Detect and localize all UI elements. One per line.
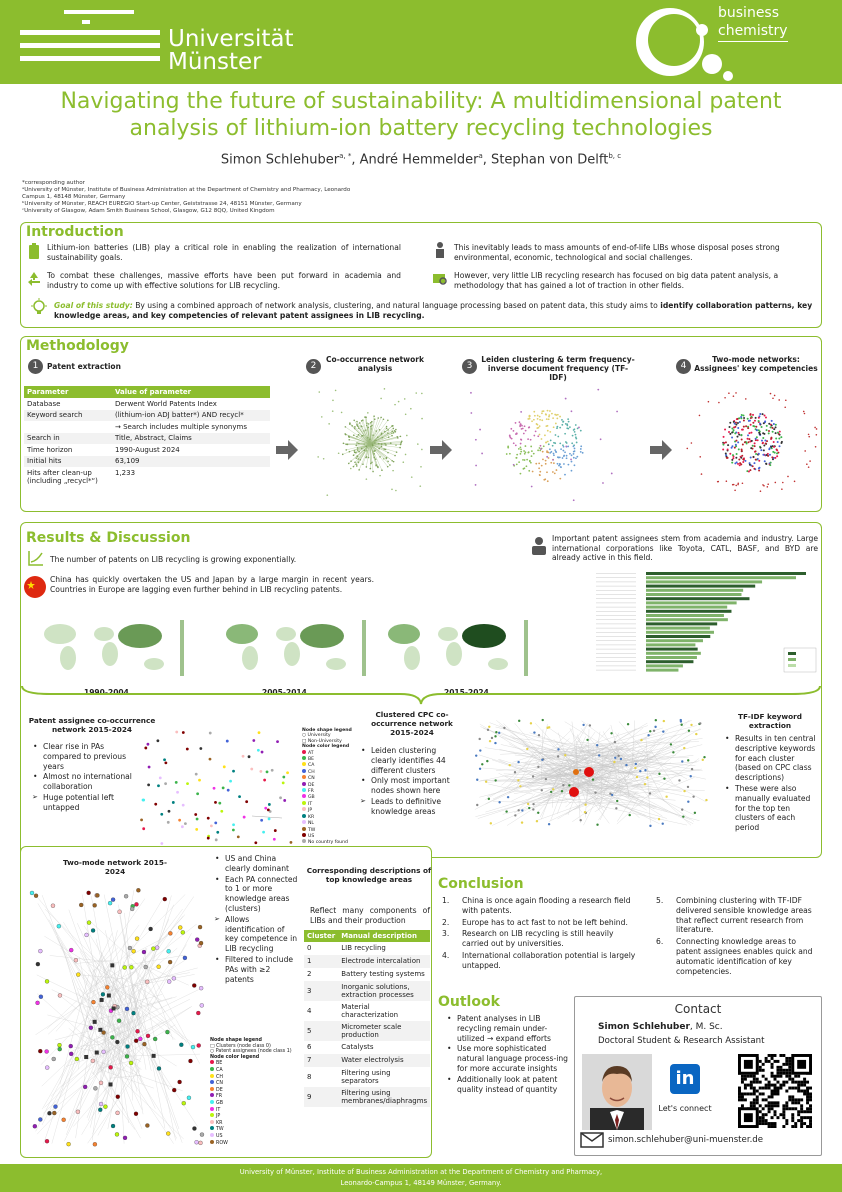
value-cell: (lithium-ion ADJ batter*) AND recycl* [112, 410, 270, 422]
legend-country: CN [302, 775, 352, 781]
affiliation-line: Campus 1, 48148 Münster, Germany [22, 194, 126, 200]
methodology-title: Methodology [26, 338, 129, 354]
legend-patent-assignees: Patent assignees (node class 1) [215, 1049, 292, 1055]
legend-country: CN [210, 1080, 292, 1087]
cluster-description: LIB recycling [341, 944, 386, 953]
legend-country: TW [210, 1126, 292, 1133]
title-line1: Navigating the future of sustainability: A multidimensional patent [60, 89, 782, 114]
world-map-2015-2024 [374, 612, 530, 684]
legend-country: TW [302, 827, 352, 833]
cluster-description: Battery testing systems [341, 970, 425, 979]
worker-icon [432, 241, 448, 259]
clusters-title: Corresponding descriptions of top knowledge areas [306, 866, 432, 884]
value-cell: 1,233 [115, 468, 136, 477]
conclusion-list-left [442, 896, 638, 973]
affiliation-line: ᵃUniversity of Münster, Institute of Business Administration at the Department of Chemistry and Pharmacy, Leonardo [22, 187, 351, 193]
conclusion-list-right [656, 896, 818, 978]
description-col-header: Manual description [338, 930, 430, 942]
world-map-2005-2014 [212, 612, 368, 684]
university-logo-icon [20, 10, 160, 74]
cluster-number: 0 [307, 944, 312, 953]
cpc-bullet-1: • Leiden clustering clearly identifies 44 different clusters [360, 746, 460, 775]
table-row [24, 444, 270, 456]
cluster-description: Material characterization [341, 1002, 399, 1019]
china-text: China has quickly overtaken the US and Japan by a large margin in recent years. Countries in Europe are lagging even further behind in LIB recycling patents. [50, 575, 374, 594]
parameter-table [24, 386, 270, 487]
param-cell: Keyword search [24, 410, 112, 422]
arrow-right-icon [430, 440, 452, 460]
author-3: , Stephan von Delft [482, 152, 609, 168]
affiliation-line: ᵇUniversity of Münster, REACH EUREGIO Start-up Center, Geiststrasse 24, 48151 Münster, Germany [22, 201, 302, 207]
legend-country: BE [210, 1060, 292, 1067]
table-row [24, 410, 270, 422]
two-mode-bullet-4: • Filtered to include PAs with ≥2 patents [214, 955, 300, 984]
table-row [304, 1021, 430, 1041]
param-cell: Initial hits [24, 456, 112, 468]
cluster-number: 6 [307, 1043, 312, 1052]
affiliation-line: ᶜUniversity of Glasgow, Adam Smith Business School, Glasgow, G12 8QQ, United Kingdom [22, 208, 275, 214]
two-mode-title: Two-mode network 2015-2024 [62, 858, 167, 876]
outlook-bullet-3: • Additionally look at patent quality instead of quantity [446, 1075, 570, 1095]
arrow-right-icon [650, 440, 672, 460]
qr-code-icon[interactable] [738, 1054, 812, 1128]
table-row [24, 456, 270, 468]
value-cell: Title, Abstract, Claims [112, 433, 270, 445]
footer-line1: University of Münster, Institute of Business Administration at the Department of Chemistry and Pharmacy, [239, 1168, 603, 1176]
intro-paragraph-3: This inevitably leads to mass amounts of end-of-life LIBs whose disposal poses strong environmental, economic, technological and social challenges. [454, 243, 780, 262]
cluster-description: Electrode intercalation [338, 955, 430, 968]
param-col-header: Parameter [24, 386, 112, 398]
outlook-bullet-1: • Patent analyses in LIB recycling remain under-utilized → expand efforts [446, 1014, 570, 1043]
arrow-right-icon [276, 440, 298, 460]
cluster-number: 2 [307, 970, 312, 979]
legend-country: NL [302, 820, 352, 826]
legend-entry: □ Non-University [302, 738, 342, 744]
cluster-number: 5 [304, 1021, 338, 1041]
goal-statement [54, 301, 816, 320]
conclusion-title: Conclusion [438, 876, 524, 892]
tfidf-bullet-2: • These were also manually evaluated for the top ten clusters of each period [724, 784, 818, 833]
intro-paragraph-4: However, very little LIB recycling research has focused on big data patent analysis, a methodology that has gained a lot of traction in other fields. [454, 271, 779, 290]
value-cell: Derwent World Patents Index [115, 399, 217, 408]
clustered-cpc-network-image [464, 712, 718, 834]
legend-country: DE [210, 1087, 292, 1094]
footer-line2: Leonardo-Campus 1, 48149 Münster, Germany. [340, 1179, 502, 1187]
cluster-number: 8 [307, 1072, 312, 1081]
legend-color-title: Node color legend [302, 744, 350, 750]
assignees-text: Important patent assignees stem from academia and industry. Large international corporations like Toyota, CATL, BASF, and BYD are already active in this field. [552, 534, 818, 563]
cpc-bullet-2: • Only most important nodes shown here [360, 776, 460, 796]
table-row [304, 1067, 430, 1087]
two-mode-bullet-1: • US and China clearly dominant [214, 854, 300, 874]
legend-country: US [210, 1133, 292, 1140]
cluster-table [304, 930, 430, 1107]
lightbulb-icon [30, 298, 48, 318]
cluster-number: 1 [304, 955, 338, 968]
table-row [24, 467, 270, 487]
table-row [304, 968, 430, 981]
legend-countries [210, 1060, 292, 1146]
results-title: Results & Discussion [26, 530, 191, 546]
goal-bold: identify collaboration patterns, key knowledge areas, and key competencies of relevant patent assignees in LIB recycling. [54, 301, 813, 320]
portrait-photo [582, 1054, 652, 1130]
tfidf-bullet-1: • Results in ten central descriptive keywords for each cluster (based on CPC class descriptions) [724, 734, 818, 783]
cluster-description: Filtering using membranes/diaphragms [338, 1087, 430, 1107]
legend-country: DE [302, 782, 352, 788]
legend-country: CH [210, 1074, 292, 1081]
contact-name: Simon Schlehuber [598, 1022, 690, 1032]
table-row [24, 433, 270, 445]
legend-country: IT [302, 801, 352, 807]
goal-label: Goal of this study: [54, 301, 133, 310]
legend-country: IT [210, 1107, 292, 1114]
pa-cooccurrence-network-image [132, 726, 300, 850]
cluster-number: 3 [304, 981, 338, 1001]
growth-chart-icon [28, 550, 44, 566]
table-row [24, 398, 270, 410]
map-label-1990-2004: 1990-2004 [84, 688, 129, 697]
param-cell: Search in [24, 433, 112, 445]
legend-color-title: Node color legend [210, 1054, 260, 1060]
legend-country: CH [302, 769, 352, 775]
author-1: Simon Schlehuber [220, 152, 340, 168]
table-row [304, 1054, 430, 1067]
pa-bullet-1: • Clear rise in PAs compared to previous years [32, 742, 132, 771]
intro-paragraph-1: Lithium-ion batteries (LIB) play a critical role in enabling the realization of international sustainability goals. [47, 243, 401, 262]
table-row [304, 1087, 430, 1107]
author-2-sup: a [478, 152, 483, 160]
legend-entry: □ Clusters (node class 0) [210, 1043, 271, 1049]
table-row [304, 981, 430, 1001]
cluster-number: 4 [307, 1006, 312, 1015]
legend-university: University [307, 733, 331, 739]
param-cell [24, 421, 112, 433]
contact-title: Contact [674, 1002, 722, 1016]
two-mode-bullet-2: • Each PA connected to 1 or more knowledge areas (clusters) [214, 875, 300, 914]
linkedin-icon[interactable]: in [670, 1064, 700, 1094]
cluster-description: Micrometer scale production [338, 1021, 430, 1041]
legend-country: US [302, 833, 352, 839]
battery-icon [26, 242, 42, 260]
cpc-bullets [360, 746, 460, 818]
step-3-title: Leiden clustering & term frequency-inverse document frequency (TF-IDF) [481, 355, 635, 382]
param-cell: Database [27, 399, 61, 408]
step-3-number: 3 [462, 359, 477, 374]
brand-line1: business [718, 5, 780, 21]
leiden-clustering-image [470, 388, 620, 504]
table-row [24, 421, 270, 433]
step-1-title: Patent extraction [47, 362, 121, 371]
university-name [168, 28, 294, 74]
tfidf-bullets [724, 734, 818, 834]
pa-network-legend [302, 728, 352, 852]
email-icon [580, 1132, 604, 1148]
co-occurrence-network-image [308, 382, 432, 506]
two-mode-network-image [24, 880, 210, 1154]
two-mode-legend [210, 1038, 292, 1146]
tfidf-title: TF-IDF keyword extraction [737, 712, 802, 730]
brace-divider [20, 680, 822, 706]
cluster-description: Filtering using separators [341, 1068, 391, 1085]
legend-country: No country found [302, 839, 352, 845]
legend-country: CA [302, 762, 352, 768]
two-mode-network-image [680, 384, 820, 504]
affiliation-line: *corresponding author [22, 180, 85, 186]
value-cell: 1990-August 2024 [115, 445, 180, 454]
cluster-col-header: Cluster [304, 930, 338, 942]
legend-shape-title: Node shape legend [210, 1038, 262, 1043]
business-chemistry-text [718, 4, 788, 42]
author-3-sup: b, c [608, 152, 622, 160]
author-2: , André Hemmelder [351, 152, 479, 168]
contact-email-link[interactable]: simon.schlehuber@uni-muenster.de [608, 1135, 764, 1145]
conclusion-item: 3. Research on LIB recycling is still heavily carried out by universities. [442, 929, 614, 949]
step-4-number: 4 [676, 359, 691, 374]
legend-country: FR [302, 788, 352, 794]
legend-entry: ○ University [302, 733, 331, 739]
legend-country: FR [210, 1093, 292, 1100]
connect-label: Let's connect [658, 1104, 712, 1113]
growth-text: The number of patents on LIB recycling is growing exponentially. [50, 555, 297, 564]
legend-country: BE [302, 756, 352, 762]
conclusion-item: 6. Connecting knowledge areas to patent assignees enables quick and automatic identification of key competencies. [656, 937, 813, 976]
conclusion-item: 2. Europe has to act fast to not be left behind. [442, 917, 628, 927]
authors [20, 152, 822, 167]
cluster-description: Catalysts [341, 1043, 374, 1052]
assignee-person-icon [530, 536, 548, 556]
step-2-title: Co-occurrence network analysis [326, 355, 424, 373]
legend-country: AT [302, 750, 352, 756]
legend-country: CA [210, 1067, 292, 1074]
outlook-bullets [446, 1014, 570, 1095]
title-line2: analysis of lithium-ion battery recycling technologies [129, 116, 713, 141]
cpc-bullet-3: ➢ Leads to definitive knowledge areas [360, 797, 460, 817]
clusters-intro: Reflect many components of LIBs and their production [310, 906, 430, 925]
affiliations [22, 180, 442, 215]
intro-paragraph-2: To combat these challenges, massive efforts have been put forward in academia and industry to come up with effective solutions for LIB recycling. [47, 271, 401, 290]
table-row [304, 1041, 430, 1054]
pa-bullet-2: • Almost no international collaboration [32, 772, 132, 792]
cpc-network-title: Clustered CPC co-occurrence network 2015-2024 [371, 710, 453, 737]
outlook-bullet-2: • Use more sophisticated natural language process-ing for more accurate insights [446, 1044, 570, 1073]
legend-country: GB [302, 794, 352, 800]
table-row [304, 1001, 430, 1021]
footer [0, 1164, 842, 1192]
introduction-title: Introduction [26, 224, 124, 240]
legend-shape-title: Node shape legend [302, 728, 352, 733]
param-cell: Time horizon [27, 445, 73, 454]
legend-country: KR [210, 1120, 292, 1127]
step-2-number: 2 [306, 359, 321, 374]
top-assignees-bar-chart [566, 568, 818, 680]
map-label-2015-2024: 2015-2024 [444, 688, 489, 697]
poster-title [20, 88, 822, 142]
legend-country: JP [302, 807, 352, 813]
legend-non-university: Non-University [307, 738, 342, 744]
value-cell: 63,109 [112, 456, 270, 468]
conclusion-item: 1. China is once again flooding a research field with patents. [442, 896, 631, 915]
pa-bullet-3: ➢ Huge potential left untapped [32, 793, 132, 813]
university-line1: Universität [168, 26, 294, 52]
legend-country: ROW [210, 1140, 292, 1147]
legend-clusters: Clusters (node class 0) [216, 1043, 271, 1049]
cluster-number: 7 [304, 1054, 338, 1067]
step-1-number: 1 [28, 359, 43, 374]
two-mode-bullet-3: ➢ Allows identification of key competence in LIB recycling [214, 915, 300, 954]
cluster-number: 9 [304, 1087, 338, 1107]
conclusion-item: 4. International collaboration potential is largely untapped. [442, 950, 636, 970]
two-mode-bullets [214, 854, 300, 985]
folder-search-icon [432, 270, 448, 286]
contact-name-line [598, 1022, 723, 1032]
legend-entry: ○ Patent assignees (node class 1) [210, 1049, 292, 1055]
university-line2: Münster [168, 49, 262, 75]
pa-network-bullets [32, 742, 132, 814]
contact-role: Doctoral Student & Research Assistant [598, 1036, 765, 1046]
china-flag-icon [24, 576, 46, 598]
table-row [304, 955, 430, 968]
value-cell: → Search includes multiple synonyms [115, 422, 247, 431]
brand-line2: chemistry [718, 22, 788, 42]
param-cell: Hits after clean-up (including „recycl*“) [27, 468, 98, 485]
legend-country: KR [302, 814, 352, 820]
value-col-header: Value of parameter [112, 386, 270, 398]
table-row [304, 942, 430, 955]
map-label-2005-2014: 2005-2014 [262, 688, 307, 697]
cluster-description: Inorganic solutions, extraction processes [338, 981, 430, 1001]
legend-country: GB [210, 1100, 292, 1107]
legend-countries [302, 750, 352, 853]
author-1-sup: a, * [339, 152, 352, 160]
recycle-icon [25, 270, 43, 288]
legend-country: JP [210, 1113, 292, 1120]
step-4-title: Two-mode networks: Assignees' key competencies [694, 355, 818, 373]
conclusion-item: 5. Combining clustering with TF-IDF delivered sensible knowledge areas that reflect current research from literature. [656, 896, 812, 935]
contact-degree: , M. Sc. [689, 1022, 723, 1032]
outlook-title: Outlook [438, 994, 500, 1010]
goal-text: By using a combined approach of network analysis, clustering, and natural language processing based on patent data, this study aims to [132, 301, 661, 310]
pa-network-title: Patent assignee co-occurrence network 2015-2024 [28, 716, 156, 734]
world-map-1990-2004 [30, 612, 186, 684]
cluster-description: Water electrolysis [338, 1054, 430, 1067]
